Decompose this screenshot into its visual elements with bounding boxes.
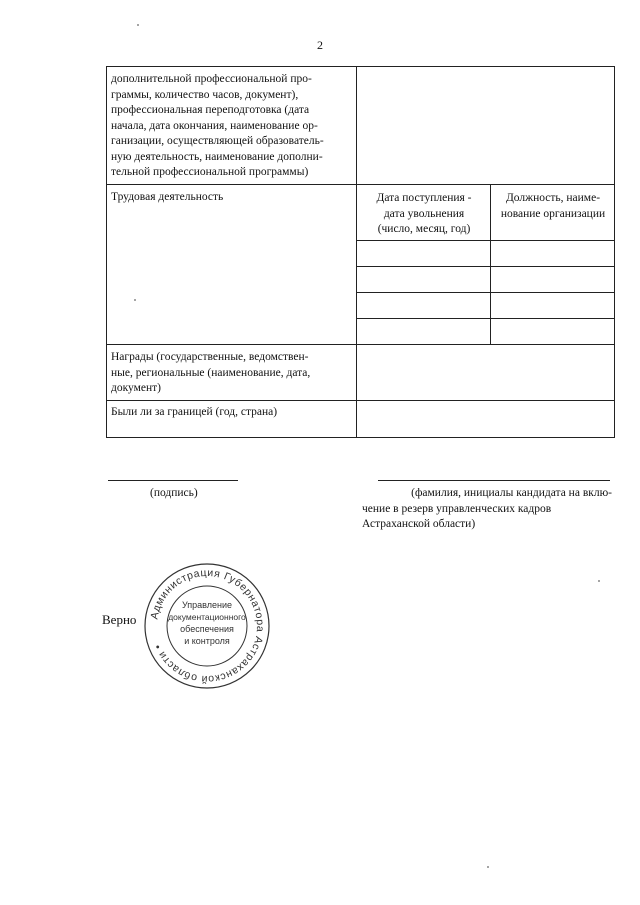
table-border-right — [614, 66, 615, 438]
work-date-header-line: дата увольнения — [383, 207, 465, 220]
work-row-divider — [356, 266, 615, 267]
work-date-header-line: (число, месяц, год) — [377, 223, 471, 235]
signature-line — [108, 480, 238, 481]
work-subtable-divider — [490, 184, 491, 344]
awards-line: ные, региональные (наименование, дата, — [111, 366, 311, 379]
work-subtable-top — [356, 184, 615, 185]
table-border-left — [106, 66, 107, 438]
stamp-outer-text: Администрация Губернатора Астраханской области • — [148, 566, 267, 686]
signature-caption: (подпись) — [150, 487, 198, 499]
stamp-inner-line: обеспечения — [180, 624, 234, 634]
work-position-header-line: Должность, наиме- — [505, 192, 601, 204]
table-border-top — [106, 66, 615, 67]
table-row-divider-2 — [106, 344, 615, 345]
work-row-divider — [356, 240, 615, 241]
work-row-divider — [356, 318, 615, 319]
table-row-divider-3 — [106, 400, 615, 401]
education-line: ную деятельность, наименование дополни- — [111, 150, 323, 163]
scan-speck — [487, 866, 489, 868]
work-position-header-line: нование организации — [500, 207, 606, 220]
stamp-inner-line: Управление — [181, 600, 233, 610]
work-label: Трудовая деятельность — [111, 191, 224, 203]
name-caption-line: чение в резерв управленческих кадров — [362, 502, 552, 515]
education-line: тельной профессиональной программы) — [111, 166, 309, 178]
scan-speck — [137, 24, 139, 26]
page-number: 2 — [317, 38, 323, 52]
name-caption — [362, 486, 612, 533]
work-row-divider — [356, 292, 615, 293]
name-caption-line: Астраханской области) — [362, 518, 476, 530]
scan-speck — [134, 299, 136, 301]
education-line: начала, дата окончания, наименование ор- — [111, 119, 318, 132]
stamp-inner-line: документационного — [168, 612, 246, 622]
abroad-label: Были ли за границей (год, страна) — [111, 406, 278, 418]
work-date-header — [358, 191, 490, 238]
stamp-inner-line: и контроля — [184, 636, 230, 646]
work-position-header — [492, 191, 614, 222]
education-line: ганизации, осуществляющей образователь- — [111, 135, 324, 147]
education-line: профессиональная переподготовка (дата — [111, 104, 310, 116]
verno-label: Верно — [102, 612, 137, 627]
table-column-divider — [356, 66, 357, 438]
awards-line: Награды (государственные, ведомствен- — [111, 351, 309, 363]
education-line: дополнительной профессиональной про- — [111, 73, 312, 85]
work-date-header-line: Дата поступления - — [376, 192, 472, 204]
awards-cell — [111, 350, 355, 397]
awards-line: документ) — [111, 382, 162, 394]
name-line — [378, 480, 610, 481]
table-border-bottom — [106, 437, 615, 438]
scan-speck — [598, 580, 600, 582]
official-stamp — [142, 561, 272, 691]
education-line: граммы, количество часов, документ), — [111, 88, 299, 101]
education-cell — [111, 72, 355, 181]
name-caption-line: (фамилия, инициалы кандидата на вклю- — [411, 487, 612, 499]
